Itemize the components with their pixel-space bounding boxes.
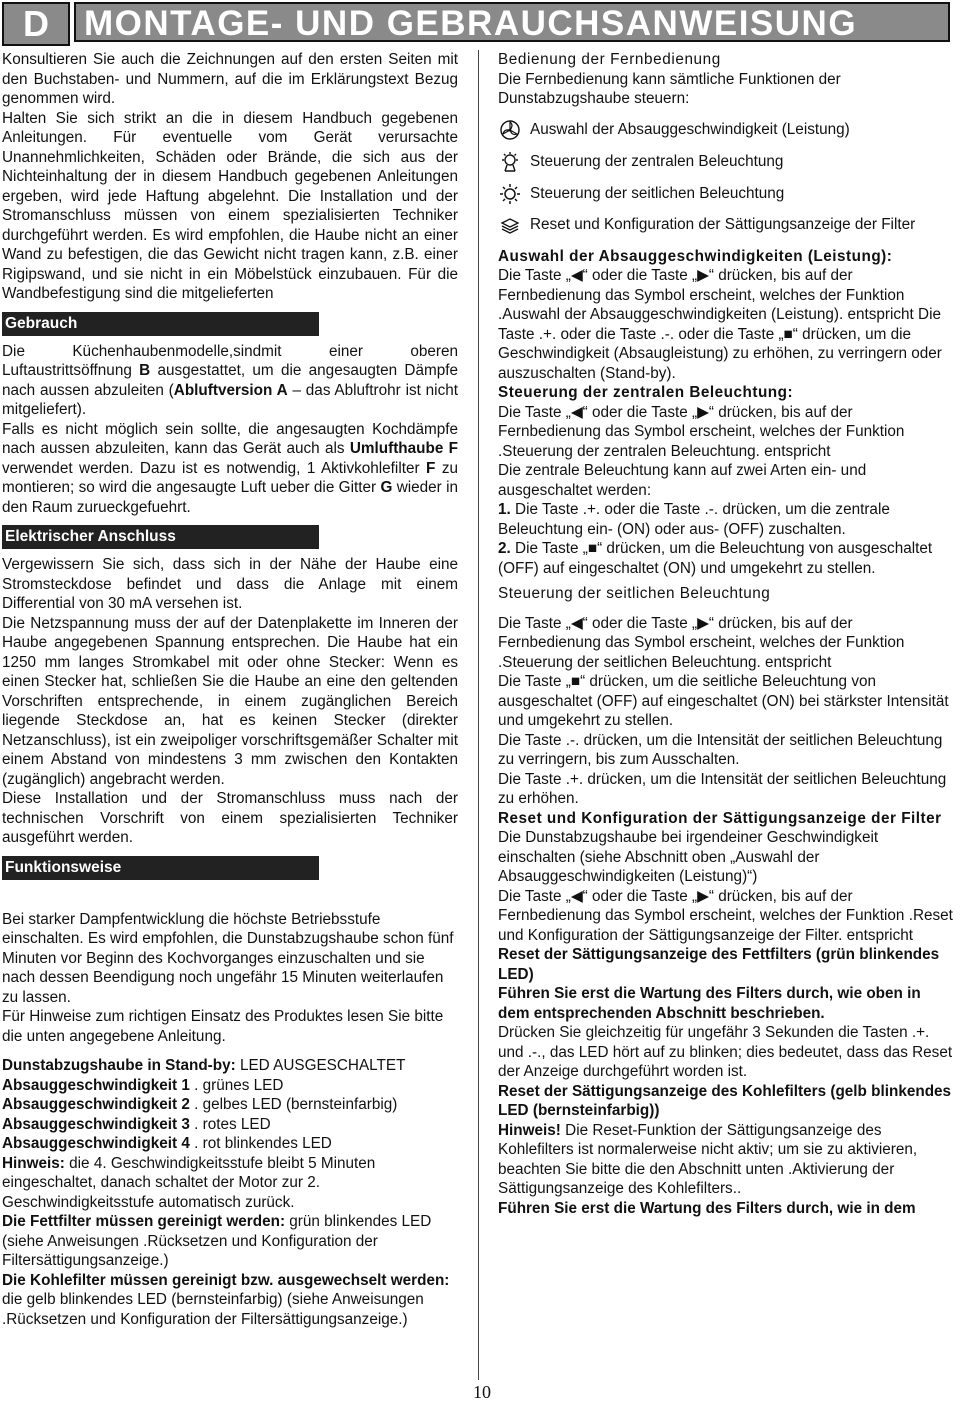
text-span: – das Abluftrohr ist nicht mitgeliefert).: [2, 381, 458, 418]
bold-span: Die Fettfilter müssen gereinigt werden:: [2, 1213, 286, 1230]
speed-2-line: [2, 1095, 458, 1115]
right-column: [498, 50, 954, 1218]
text-span: Die Taste .+. oder die Taste .-. drücken, um die zentrale Beleuchtung ein- (ON) oder aus- (OFF) zuschalten.: [498, 501, 890, 538]
zentral-text-1: Die Taste „◀“ oder die Taste „▶“ drücken, bis auf der Fernbedienung das Symbol erscheint, welches der Funktion .Steuerung der zentralen Beleuchtung. entspricht: [498, 403, 905, 460]
speed-1-line: [2, 1076, 458, 1096]
bold-span: Umlufthaube F: [349, 440, 458, 457]
filter-icon: [498, 215, 524, 237]
sun-icon: [498, 183, 524, 205]
elektro-paragraph-2: Die Netzspannung muss der auf der Datenplakette im Inneren der Haube angegebenen Spannung entsprechen. Die Haube hat ein 1250 mm langes Stromkabel mit oder ohne Stecker: Wenn es einen Stecker hat, schließen Sie die Haube an eine den geltenden Vorschriften entsprechende, in einem zugänglichen Bereich liegende Steckdose an, hat es keinen Stecker (direkter Netzanschluss), ist ein zweipoliger vorschriftsgemäßer Schalter mit einem Abstand von mindestens 3 mm zwischen den Kontakten (zugänglich) angebracht werden.: [2, 614, 458, 788]
seitlich-text-3: Die Taste .-. drücken, um die Intensität der seitlichen Beleuchtung zu verringern, bis zum Ausschalten.: [498, 731, 943, 768]
gebrauch-paragraph-1: [2, 342, 458, 420]
section-heading-funktionsweise: Funktionsweise: [2, 856, 319, 880]
legend-row-fan: [498, 119, 954, 141]
bold-span: F: [426, 459, 436, 477]
legend-label-fan: Auswahl der Absauggeschwindigkeit (Leistung): [530, 120, 850, 138]
fan-icon: [498, 119, 524, 141]
left-column: [2, 50, 458, 1329]
page-title: MONTAGE- UND GEBRAUCHSANWEISUNG: [74, 2, 950, 42]
fernbedienung-intro: Die Fernbedienung kann sämtliche Funktionen der Dunstabzugshaube steuern:: [498, 70, 841, 107]
legend-label-light: Steuerung der zentralen Beleuchtung: [530, 152, 784, 170]
gebrauch-paragraph-2: [2, 420, 458, 518]
text-span: Die Taste „■“ drücken, um die Beleuchtung von ausgeschaltet (OFF) auf eingeschaltet (ON) und umgekehrt zu stellen.: [498, 540, 933, 577]
text-span: zu montieren; so wird die angesaugte Luft ueber die Gitter: [2, 459, 458, 496]
text-span: wieder in den Raum zurueckgefuehrt.: [2, 479, 459, 516]
legend-label-filter: Reset und Konfiguration der Sättigungsanzeige der Filter: [530, 215, 916, 233]
zentral-step-2: [498, 539, 954, 578]
page-number: 10: [473, 1382, 491, 1402]
text-span: . rotes LED: [189, 1115, 271, 1133]
bold-span: B: [139, 362, 151, 379]
fettfilter-reset-text: Drücken Sie gleichzeitig für ungefähr 3 Sekunden die Tasten .+. und .-., das LED hört auf zu blinken; dies bedeutet, dass das Reset der Anzeige durchgeführt worden ist.: [498, 1024, 953, 1080]
bold-span: 2.: [498, 540, 511, 557]
zentral-heading: Steuerung der zentralen Beleuchtung:: [498, 384, 794, 401]
reset-text-2: Die Taste „◀“ oder die Taste „▶“ drücken, bis auf der Fernbedienung das Symbol erscheint, welches der Funktion .Reset und Konfiguration der Sättigungsanzeige der Filter. entspricht: [498, 887, 953, 944]
language-label: D: [2, 2, 70, 46]
text-span: die 4. Geschwindigkeitsstufe bleibt 5 Minuten eingeschaltet, danach schaltet der Motor zur 2. Geschwindigkeitsstufe automatisch zurück.: [2, 1154, 376, 1211]
light-icon: [498, 151, 524, 173]
kohlefilter-reset-heading: Reset der Sättigungsanzeige des Kohlefilters (gelb blinkendes LED (bernsteinfarbig)): [498, 1082, 952, 1119]
text-span: LED AUSGESCHALTET: [235, 1057, 406, 1074]
text-span: . grünes LED: [189, 1076, 284, 1094]
zentral-step-1: [498, 500, 954, 539]
legend-label-sun: Steuerung der seitlichen Beleuchtung: [530, 184, 785, 202]
bold-span: Absauggeschwindigkeit 3: [2, 1115, 190, 1133]
speed-3-line: [2, 1115, 458, 1135]
kohlefilter-reset-warning: Führen Sie erst die Wartung des Filters durch, wie in dem: [498, 1199, 916, 1217]
seitlich-text-2: Die Taste „■“ drücken, um die seitliche Beleuchtung von ausgeschaltet (OFF) auf eingeschaltet (ON) bei stärkster Intensität und umgekehrt zu stellen.: [498, 673, 949, 729]
text-span: Falls es nicht möglich sein sollte, die angesaugten Kochdämpfe nach aussen abzuleiten, kann das Gerät auch als: [2, 420, 458, 457]
fettfilter-paragraph: [2, 1212, 458, 1271]
zentral-text-2: Die zentrale Beleuchtung kann auf zwei Arten ein- und ausgeschaltet werden:: [498, 462, 867, 499]
text-span: grün blinkendes LED (siehe Anweisungen .Rücksetzen und Konfiguration der Filtersättigungsanzeige.): [2, 1213, 432, 1269]
section-heading-gebrauch: Gebrauch: [2, 312, 319, 336]
intro-paragraph-1: Konsultieren Sie auch die Zeichnungen auf den ersten Seiten mit den Buchstaben- und Nummern, auf die im Erklärungstext Bezug genommen wird.: [2, 51, 458, 107]
standby-line: [2, 1056, 458, 1076]
speed-4-line: [2, 1134, 458, 1154]
legend-row-sun: [498, 183, 954, 205]
text-span: . gelbes LED (bernsteinfarbig): [189, 1096, 398, 1113]
bold-span: Hinweis!: [498, 1121, 561, 1139]
elektro-paragraph-1: Vergewissern Sie sich, dass sich in der Nähe der Haube eine Stromsteckdose befindet und dass die Anlage mit einem Differential von 30 mA versehen ist.: [2, 556, 458, 612]
bold-span: Absauggeschwindigkeit 1: [2, 1076, 190, 1094]
bold-span: Die Kohlefilter müssen gereinigt bzw. ausgewechselt werden:: [2, 1271, 450, 1289]
text-span: die gelb blinkendes LED (bernsteinfarbig) (siehe Anweisungen .Rücksetzen und Konfiguration der Filtersättigungsanzeige.): [2, 1291, 424, 1328]
kohlefilter-reset-hint: [498, 1121, 954, 1199]
bold-span: G: [380, 479, 393, 496]
kohlefilter-paragraph: [2, 1271, 458, 1330]
text-span: . rot blinkendes LED: [189, 1135, 332, 1152]
seitlich-text-1: Die Taste „◀“ oder die Taste „▶“ drücken, bis auf der Fernbedienung das Symbol erscheint, welches der Funktion .Steuerung der seitlichen Beleuchtung. entspricht: [498, 614, 905, 671]
bold-span: Hinweis:: [2, 1154, 65, 1172]
fettfilter-reset-heading: Reset der Sättigungsanzeige des Fettfilters (grün blinkendes LED): [498, 946, 940, 983]
bold-span: Absauggeschwindigkeit 4: [2, 1135, 190, 1152]
funktion-paragraph-1: Bei starker Dampfentwicklung die höchste Betriebsstufe einschalten. Es wird empfohlen, die Dunstabzugshaube schon fünf Minuten vor Beginn des Kochvorganges einzuschalten und sie nach dessen Beendigung noch ungefähr 15 Minuten weiterlaufen zu lassen.: [2, 910, 454, 1006]
bold-span: 1.: [498, 501, 511, 518]
seitlich-text-4: Die Taste .+. drücken, um die Intensität der seitlichen Beleuchtung zu erhöhen.: [498, 770, 947, 807]
auswahl-text: Die Taste „◀“ oder die Taste „▶“ drücken, bis auf der Fernbedienung das Symbol erscheint, welches der Funktion .Auswahl der Absauggeschwindigkeiten (Leistung). entspricht Die Taste .+. oder die Taste .-. oder die Taste „■“ drücken, um die Geschwindigkeit (Absaugleistung) zu erhöhen, zu verringern oder auszuschalten (Stand-by).: [498, 267, 942, 382]
page-header: [0, 0, 960, 44]
legend-row-light: [498, 151, 954, 173]
text-span: Die Reset-Funktion der Sättigungsanzeige des Kohlefilters ist normalerweise nicht aktiv; um sie zu aktivieren, beachten Sie bitte die den Abschnitt unten .Aktivierung der Sättigungsanzeige des Kohlefilters..: [498, 1121, 918, 1197]
auswahl-heading: Auswahl der Absauggeschwindigkeiten (Leistung):: [498, 247, 893, 265]
text-span: verwendet werden. Dazu ist es notwendig, 1 Aktivkohlefilter: [2, 459, 427, 477]
intro-paragraph-2: Halten Sie sich strikt an die in diesem Handbuch gegebenen Anleitungen. Für eventuelle vom Gerät verursachte Unannehmlichkeiten, Schäden oder Brände, die sich aus der Nichteinhaltung der in diesem Handbuch gegebenen Anleitungen ergeben, wird jede Haftung abgelehnt. Die Installation und der Stromanschluss müssen von einem spezialisierten Techniker durchgeführt werden. Es wird empfohlen, die Haube nicht an einer Wand zu befestigen, die das Gewicht nicht tragen kann, z.B. einer Rigipswand, und sie nicht in ein Möbelstück einzubauen. Für die Wandbefestigung sind die mitgelieferten: [2, 109, 458, 302]
bold-span: Abluftversion A: [173, 381, 288, 399]
text-span: Die Küchenhaubenmodelle,sindmit einer oberen Luftaustrittsöffnung: [2, 342, 458, 379]
fernbedienung-heading: Bedienung der Fernbedienung: [498, 51, 721, 68]
legend-row-filter: [498, 215, 954, 237]
reset-text-1: Die Dunstabzugshaube bei irgendeiner Geschwindigkeit einschalten (siehe Abschnitt oben „Auswahl der Absauggeschwindigkeiten (Leistung)“): [498, 829, 879, 885]
hinweis-paragraph: [2, 1154, 458, 1213]
bold-span: Absauggeschwindigkeit 2: [2, 1096, 190, 1113]
bold-span: Dunstabzugshaube in Stand-by:: [2, 1057, 236, 1074]
fettfilter-reset-warning: Führen Sie erst die Wartung des Filters durch, wie oben in dem entsprechenden Abschnitt beschrieben.: [498, 985, 921, 1022]
elektro-paragraph-3: Diese Installation und der Stromanschluss muss nach der technischen Vorschrift von einem spezialisierten Techniker ausgeführt werden.: [2, 790, 458, 846]
seitlich-heading: Steuerung der seitlichen Beleuchtung: [498, 585, 771, 602]
section-heading-elektrischer-anschluss: Elektrischer Anschluss: [2, 525, 319, 549]
reset-heading: Reset und Konfiguration der Sättigungsanzeige der Filter: [498, 809, 942, 827]
column-divider: [478, 50, 479, 1380]
funktion-paragraph-2: Für Hinweise zum richtigen Einsatz des Produktes lesen Sie bitte die unten angegebene Anleitung.: [2, 1008, 444, 1045]
text-span: ausgestattet, um die angesaugten Dämpfe nach aussen abzuleiten (: [2, 362, 458, 399]
